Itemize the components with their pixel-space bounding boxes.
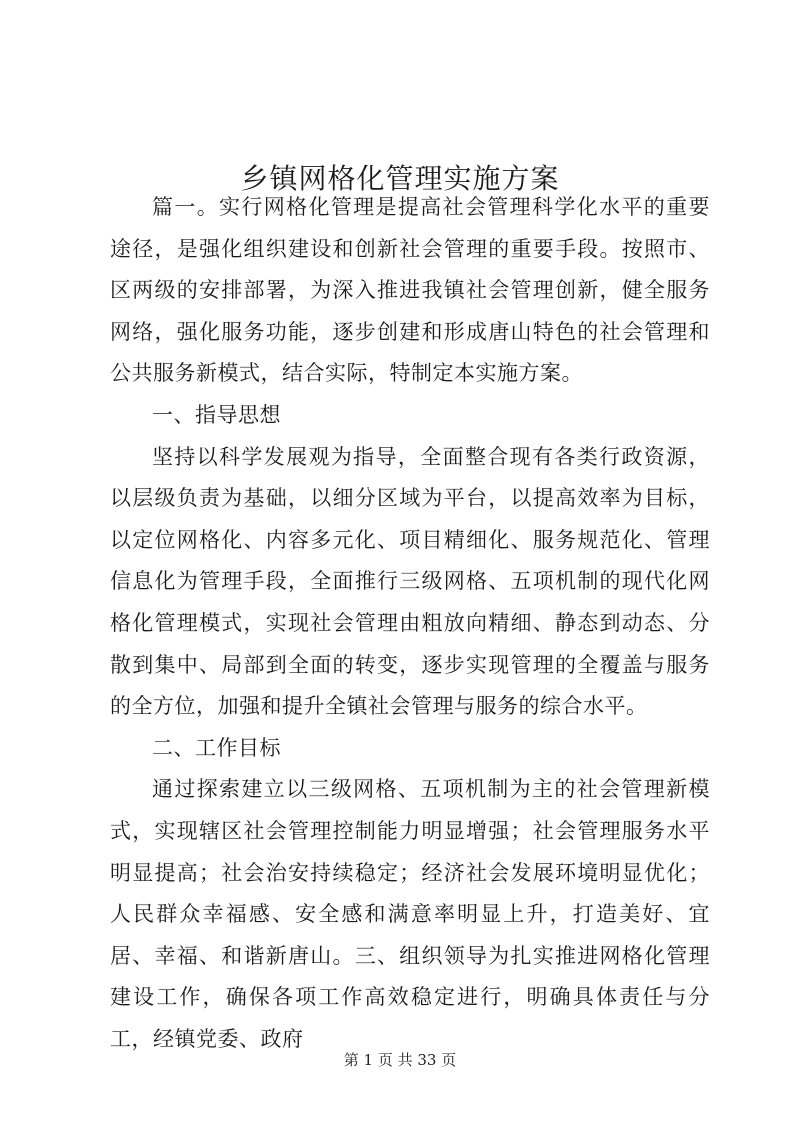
page-footer: 第 1 页 共 33 页 xyxy=(343,1051,457,1069)
paragraph-intro: 篇一。实行网格化管理是提高社会管理科学化水平的重要途径，是强化组织建设和创新社会管理的重要手段。按照市、区两级的安排部署，为深入推进我镇社会管理创新，健全服务网络，强化服务功能，逐步创建和形成唐山特色的社会管理和公共服务新模式，结合实际，特制定本实施方案。 xyxy=(110,195,710,386)
paragraph-work-goals: 通过探索建立以三级网格、五项机制为主的社会管理新模式，实现辖区社会管理控制能力明显增强；社会管理服务水平明显提高；社会治安持续稳定；经济社会发展环境明显优化；人民群众幸福感、安全感和满意率明显上升，打造美好、宜居、幸福、和谐新唐山。三、组织领导为扎实推进网格化管理建设工作，确保各项工作高效稳定进行，明确具体责任与分工，经镇党委、政府 xyxy=(110,777,710,1051)
section-heading-guiding-ideology: 一、指导思想 xyxy=(152,402,281,427)
section-heading-work-goals: 二、工作目标 xyxy=(152,735,281,760)
document-title: 乡镇网格化管理实施方案 xyxy=(240,161,560,195)
document-body xyxy=(110,187,710,1060)
paragraph-guiding-ideology: 坚持以科学发展观为指导，全面整合现有各类行政资源，以层级负责为基础，以细分区域为平台，以提高效率为目标，以定位网格化、内容多元化、项目精细化、服务规范化、管理信息化为管理手段，全面推行三级网格、五项机制的现代化网格化管理模式，实现社会管理由粗放向精细、静态到动态、分散到集中、局部到全面的转变，逐步实现管理的全覆盖与服务的全方位，加强和提升全镇社会管理与服务的综合水平。 xyxy=(110,444,710,719)
